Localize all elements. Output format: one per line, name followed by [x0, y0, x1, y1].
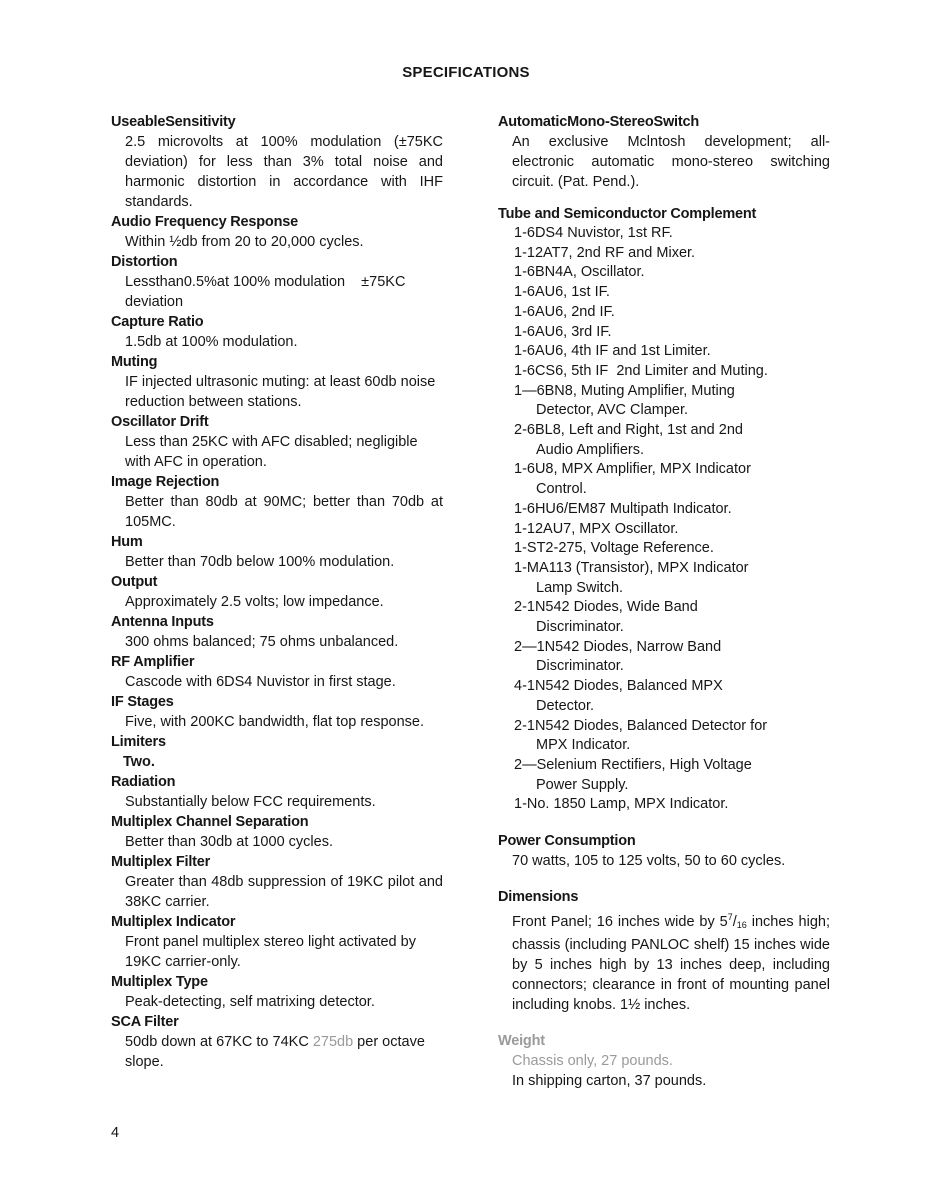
- tube-item-line: 1-6AU6, 2nd IF.: [514, 303, 615, 320]
- tube-item: [498, 500, 830, 520]
- tube-item: [498, 323, 830, 343]
- tube-item: [498, 559, 830, 598]
- spec-body: Better than 80db at 90MC; better than 70db at 105MC.: [125, 494, 443, 530]
- spec-heading: Dimensions: [498, 889, 579, 906]
- spec-tube-complement: [498, 204, 830, 815]
- tube-item: [498, 460, 830, 499]
- spec-antenna-inputs: [111, 612, 443, 652]
- spec-heading: Antenna Inputs: [111, 614, 214, 630]
- spec-dimensions: [498, 887, 830, 1015]
- tube-item-line: 2—1N542 Diodes, Narrow Band: [514, 638, 722, 655]
- spec-heading: Weight: [498, 1033, 545, 1050]
- spec-body-text: 50db down at 67KC to 74KC: [125, 1034, 313, 1050]
- tube-item: [498, 795, 830, 815]
- spec-radiation: [111, 772, 443, 812]
- tube-item: [498, 677, 830, 716]
- tube-item: [498, 244, 830, 264]
- spec-body-line: In shipping carton, 37 pounds.: [512, 1073, 707, 1090]
- spec-heading: Oscillator Drift: [111, 414, 209, 430]
- spec-image-rejection: [111, 472, 443, 532]
- spec-body: Better than 70db below 100% modulation.: [125, 554, 395, 570]
- tube-item-line: 1-6DS4 Nuvistor, 1st RF.: [514, 225, 673, 241]
- spec-power-consumption: [498, 831, 830, 871]
- spec-heading: Output: [111, 574, 158, 590]
- spec-body: [111, 1032, 443, 1072]
- spec-heading: Power Consumption: [498, 833, 636, 850]
- tube-item-continuation: Audio Amplifiers.: [536, 441, 644, 458]
- page-title: SPECIFICATIONS: [402, 64, 530, 81]
- spec-body: Less than 25KC with AFC disabled; negligible with AFC in operation.: [125, 434, 418, 470]
- tube-item-line: 2-1N542 Diodes, Wide Band: [514, 599, 698, 616]
- spec-body: 1.5db at 100% modulation.: [125, 334, 298, 350]
- spec-body: [498, 907, 830, 1015]
- spec-weight: [498, 1031, 830, 1091]
- spec-if-stages: [111, 692, 443, 732]
- spec-body-line: Chassis only, 27 pounds.: [512, 1053, 673, 1070]
- spacer: [498, 192, 830, 204]
- spec-heading: Multiplex Type: [111, 974, 208, 990]
- spec-multiplex-channel-separation: [111, 812, 443, 852]
- spec-heading: SCA Filter: [111, 1014, 179, 1030]
- tube-item: [498, 263, 830, 283]
- tube-list: [498, 224, 830, 815]
- spec-body-text: per octave slope.: [125, 1034, 425, 1070]
- spec-body-text: Front Panel; 16 inches wide by 5: [512, 914, 728, 931]
- spec-multiplex-indicator: [111, 912, 443, 972]
- tube-item-line: 2-1N542 Diodes, Balanced Detector for: [514, 717, 768, 734]
- spec-multiplex-filter: [111, 852, 443, 912]
- tube-item: [498, 283, 830, 303]
- tube-item-line: 1-6BN4A, Oscillator.: [514, 264, 645, 281]
- spec-limiters: [111, 732, 443, 772]
- spec-heading: Hum: [111, 534, 143, 550]
- tube-item: [498, 598, 830, 637]
- spec-heading: Capture Ratio: [111, 314, 204, 330]
- tube-item-continuation: Power Supply.: [536, 776, 629, 793]
- spec-body: IF injected ultrasonic muting: at least 60db noise reduction between stations.: [125, 374, 436, 410]
- spec-body: Two.: [123, 754, 155, 770]
- tube-item-line: 1-6U8, MPX Amplifier, MPX Indicator: [514, 461, 751, 478]
- tube-item-line: 1-12AT7, 2nd RF and Mixer.: [514, 244, 696, 261]
- tube-item-line: 4-1N542 Diodes, Balanced MPX: [514, 678, 723, 695]
- spec-heading: Distortion: [111, 254, 178, 270]
- spec-body: Peak-detecting, self matrixing detector.: [125, 994, 375, 1010]
- spec-heading: Image Rejection: [111, 474, 220, 490]
- spec-heading: UseableSensitivity: [111, 114, 236, 130]
- spec-heading: IF Stages: [111, 694, 174, 710]
- tube-item-line: 1-No. 1850 Lamp, MPX Indicator.: [514, 796, 729, 813]
- tube-item-line: 1—6BN8, Muting Amplifier, Muting: [514, 382, 735, 399]
- spec-heading: Radiation: [111, 774, 176, 790]
- spec-capture-ratio: [111, 312, 443, 352]
- left-column: [111, 112, 443, 1072]
- spec-hum: [111, 532, 443, 572]
- spec-body: Front panel multiplex stereo light activated by 19KC carrier-only.: [125, 934, 416, 970]
- tube-item: [498, 421, 830, 460]
- spec-heading: Multiplex Filter: [111, 854, 211, 870]
- tube-item-continuation: Detector, AVC Clamper.: [536, 402, 689, 419]
- spacer: [498, 815, 830, 831]
- faded-text: 275db: [312, 1034, 354, 1050]
- spec-body-text: inches high; chassis (including PANLOC shelf) 15 inches wide by 5 inches high by 13 inches deep, including connectors; clearance in front of mounting panel including knobs. 1½ inches.: [512, 914, 830, 1014]
- tube-item: [498, 362, 830, 382]
- fraction-denominator: 16: [736, 920, 747, 931]
- tube-item: [498, 756, 830, 795]
- tube-item-line: 1-6AU6, 3rd IF.: [514, 323, 612, 340]
- tube-item: [498, 638, 830, 677]
- tube-item: [498, 717, 830, 756]
- tube-item-continuation: Control.: [536, 481, 587, 498]
- spec-audio-frequency-response: [111, 212, 443, 252]
- right-column: [498, 112, 830, 1091]
- spec-rf-amplifier: [111, 652, 443, 692]
- spec-body: Five, with 200KC bandwidth, flat top response.: [125, 714, 425, 730]
- spec-heading: Limiters: [111, 734, 166, 750]
- tube-item-continuation: MPX Indicator.: [536, 737, 631, 754]
- tube-item-line: 1-6AU6, 1st IF.: [514, 284, 610, 301]
- tube-item: [498, 539, 830, 559]
- spec-oscillator-drift: [111, 412, 443, 472]
- spec-output: [111, 572, 443, 612]
- tube-item-continuation: Discriminator.: [536, 658, 624, 675]
- spec-body: Cascode with 6DS4 Nuvistor in first stage.: [125, 674, 396, 690]
- spec-multiplex-type: [111, 972, 443, 1012]
- fraction-slash: /: [732, 914, 737, 931]
- spec-heading: Muting: [111, 354, 158, 370]
- spacer: [498, 1015, 830, 1031]
- spec-heading: Multiplex Channel Separation: [111, 814, 309, 830]
- spec-distortion: [111, 252, 443, 312]
- tube-item-line: 1-6HU6/EM87 Multipath Indicator.: [514, 500, 732, 517]
- spec-body-line: Lessthan0.5%at 100% modulation ±75KC: [125, 274, 406, 290]
- spec-body: Greater than 48db suppression of 19KC pilot and 38KC carrier.: [125, 874, 443, 910]
- spec-useable-sensitivity: [111, 112, 443, 212]
- tube-item-line: 2—Selenium Rectifiers, High Voltage: [514, 756, 752, 773]
- spec-body: Substantially below FCC requirements.: [125, 794, 376, 810]
- spec-heading: RF Amplifier: [111, 654, 195, 670]
- page-number: 4: [111, 1125, 120, 1141]
- spacer: [498, 871, 830, 887]
- spec-body: 2.5 microvolts at 100% modulation (±75KC deviation) for less than 3% total noise and harmonic distortion in accordance with IHF standards.: [125, 134, 443, 210]
- tube-item-continuation: Detector.: [536, 697, 595, 714]
- spec-body: Within ½db from 20 to 20,000 cycles.: [125, 234, 364, 250]
- spec-heading: AutomaticMono-StereoSwitch: [498, 114, 700, 130]
- tube-item: [498, 303, 830, 323]
- tube-item: [498, 382, 830, 421]
- spec-auto-mono-stereo-switch: [498, 112, 830, 192]
- spec-body: Approximately 2.5 volts; low impedance.: [125, 594, 384, 610]
- spec-body: 300 ohms balanced; 75 ohms unbalanced.: [125, 634, 399, 650]
- spec-body: 70 watts, 105 to 125 volts, 50 to 60 cycles.: [512, 853, 786, 870]
- spec-heading: Audio Frequency Response: [111, 214, 298, 230]
- tube-item-continuation: Lamp Switch.: [536, 579, 624, 596]
- spec-muting: [111, 352, 443, 412]
- fraction-numerator: 7: [727, 912, 733, 923]
- tube-item-line: 1-6AU6, 4th IF and 1st Limiter.: [514, 343, 711, 360]
- tube-item-line: 2-6BL8, Left and Right, 1st and 2nd: [514, 422, 743, 439]
- tube-item-line: 1-6CS6, 5th IF 2nd Limiter and Muting.: [514, 362, 768, 379]
- tube-item-continuation: Discriminator.: [536, 619, 624, 636]
- spec-heading: Tube and Semiconductor Complement: [498, 206, 757, 222]
- tube-item-line: 1-MA113 (Transistor), MPX Indicator: [514, 559, 749, 576]
- spec-body: An exclusive Mclntosh development; all-electronic automatic mono-stereo switching circuit. (Pat. Pend.).: [512, 134, 830, 190]
- spec-body: Better than 30db at 1000 cycles.: [125, 834, 333, 850]
- spec-sca-filter: [111, 1012, 443, 1072]
- tube-item-line: 1-12AU7, MPX Oscillator.: [514, 520, 679, 537]
- spec-body-line: deviation: [125, 294, 184, 310]
- tube-item: [498, 342, 830, 362]
- tube-item: [498, 520, 830, 540]
- tube-item: [498, 224, 830, 244]
- tube-item-line: 1-ST2-275, Voltage Reference.: [514, 540, 714, 557]
- spec-heading: Multiplex Indicator: [111, 914, 236, 930]
